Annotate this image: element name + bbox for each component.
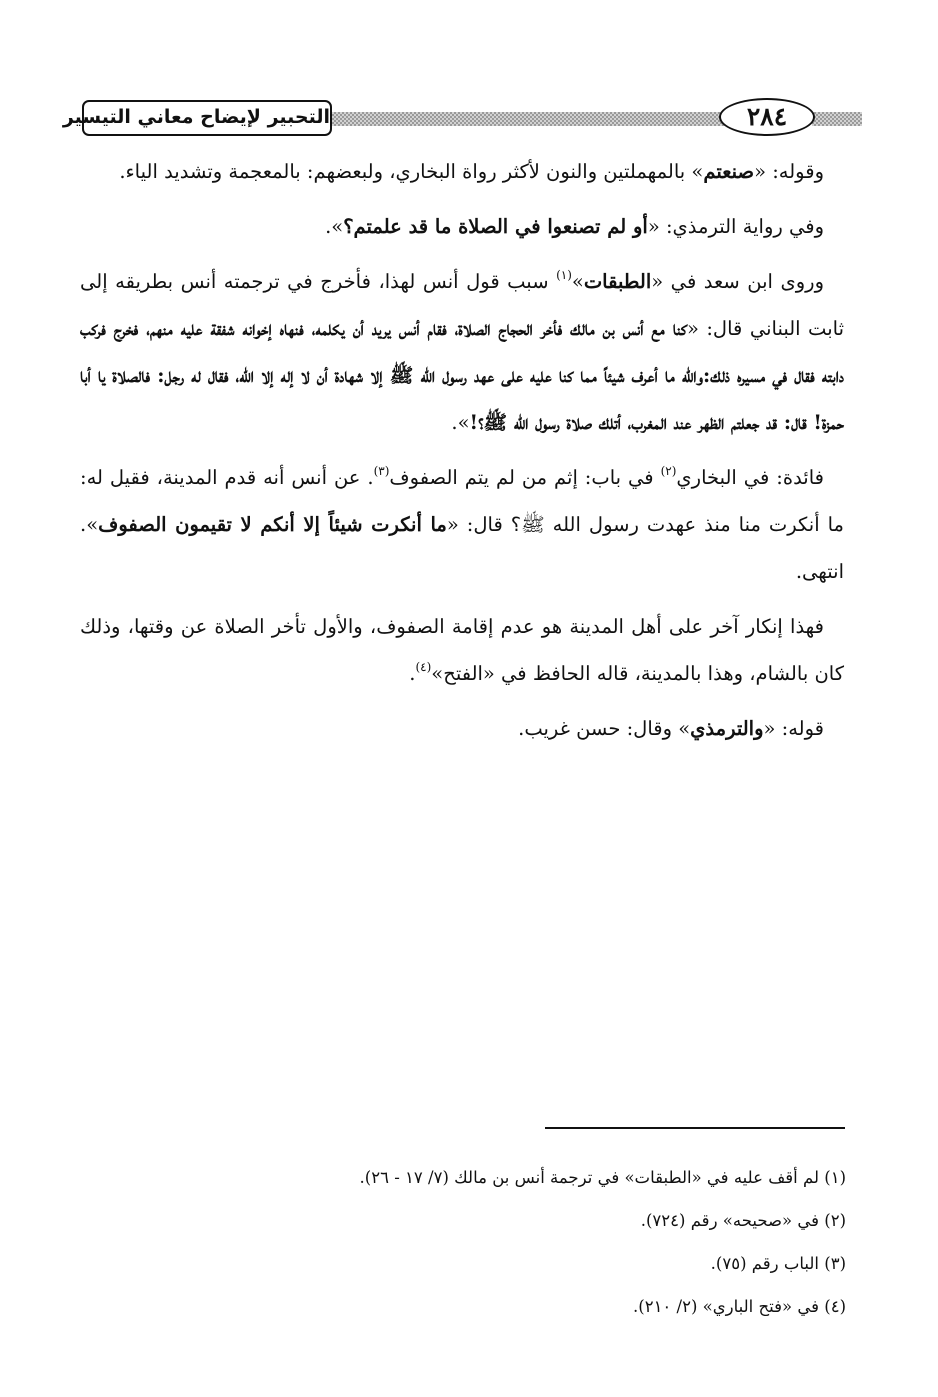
header-decorative-rule-end: [812, 112, 862, 126]
book-title: التحبير لإيضاح معاني التيسير: [82, 100, 332, 136]
paragraph-4: فائدة: في البخاري$^{(٢)}$ في باب: إثم من لم يتم الصفوف$^{(٣)}$. عن أنس أنه قدم المدينة، فقيل له: ما أنكرت منا منذ عهدت رسول الله ﷺ؟ قال: «ما أنكرت شيئاً إلا أنكم لا تقيمون الصفوف». انتهى.: [80, 464, 844, 583]
footnote-ref-1: (١): [556, 268, 572, 282]
paragraph-3: وروى ابن سعد في «الطبقات»$^{(١)}$ سبب قول أنس لهذا، فأخرج في ترجمته أنس بطريقه إلى ثابت البناني قال: «كنا مع أنس بن مالك فأخر الحجاج الصلاة، فقام أنس يريد أن يكلمه، فنهاه إخوانه شفقة عليه منهم، فخرج فركب دابته فقال في مسيره ذلك:والله ما أعرف شيئاً مما كنا عليه على عهد رسول الله ﷺ إلا شهادة أن لا إله إلا الله، فقال له رجل: فالصلاة يا أبا حمزة! قال: قد جعلتم الظهر عند المغرب، أتلك صلاة رسول الله ﷺ؟!».: [80, 268, 844, 434]
footnote-ref-2: (٢): [660, 464, 677, 478]
header-decorative-rule: [332, 112, 727, 126]
running-header: [62, 98, 862, 144]
main-text: [80, 148, 844, 752]
footnote-ref-4: (٤): [415, 660, 432, 674]
footnote-ref-3: (٣): [373, 464, 390, 478]
footnotes: [80, 1156, 846, 1328]
paragraph-1: وقوله: «صنعتم» بالمهملتين والنون لأكثر رواة البخاري، ولبعضهم: بالمعجمة وتشديد الياء.: [119, 160, 824, 183]
paragraph-5: فهذا إنكار آخر على أهل المدينة هو عدم إقامة الصفوف، والأول تأخر الصلاة عن وقتها، وذلك كان بالشام، وهذا بالمدينة، قاله الحافظ في «الفتح»$^{(٤)}$.: [80, 615, 844, 685]
page-number: ٢٨٤: [719, 98, 815, 136]
footnote-separator: [545, 1127, 845, 1129]
footnote-3: (٣) الباب رقم (٧٥).: [710, 1254, 846, 1273]
footnote-4: (٤) في «فتح الباري» (٢/ ٢١٠).: [633, 1297, 846, 1316]
footnote-1: (١) لم أقف عليه في «الطبقات» في ترجمة أنس بن مالك (٧/ ١٧ - ٢٦).: [359, 1168, 846, 1187]
paragraph-2: وفي رواية الترمذي: «أو لم تصنعوا في الصلاة ما قد علمتم؟».: [325, 215, 824, 238]
footnote-2: (٢) في «صحيحه» رقم (٧٢٤).: [640, 1211, 846, 1230]
paragraph-6: قوله: «والترمذي» وقال: حسن غريب.: [518, 717, 824, 740]
